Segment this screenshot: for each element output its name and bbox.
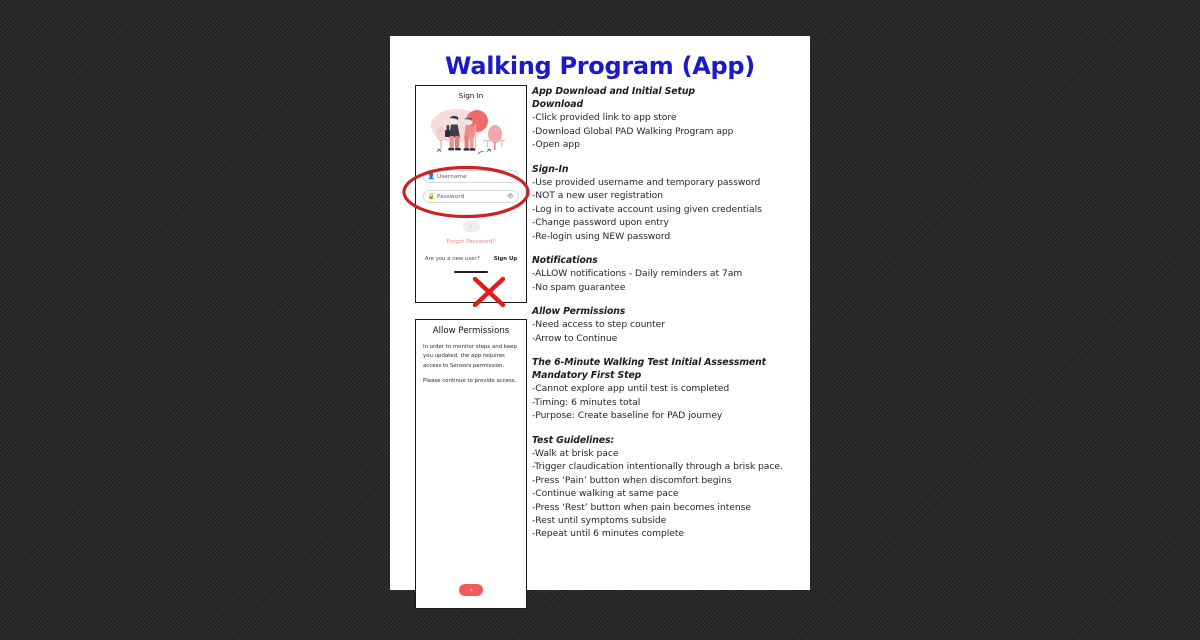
section-bullet: -Log in to activate account using given credentials <box>532 203 762 215</box>
section-heading: The 6-Minute Walking Test Initial Assessment <box>532 357 767 368</box>
section-bullet: -Re-login using NEW password <box>532 230 671 242</box>
permissions-paragraph-2: Please continue to provide access. <box>423 377 517 384</box>
section-heading: Sign-In <box>532 163 569 175</box>
signup-link[interactable]: Sign Up <box>493 256 518 262</box>
section-bullet: -Repeat until 6 minutes complete <box>532 528 685 540</box>
username-field[interactable] <box>423 170 519 183</box>
permissions-paragraph-1: In order to monitor steps and keep you updated, the app requires access to Sensors permission. <box>423 344 517 369</box>
content-section <box>532 434 794 541</box>
section-bullet: -Change password upon entry <box>532 217 669 229</box>
new-user-row <box>416 256 526 262</box>
phone-mockup-permissions <box>415 319 527 609</box>
instructions-column <box>532 85 794 541</box>
section-bullet: -Timing: 6 minutes total <box>532 396 641 408</box>
permissions-cta-row <box>416 584 526 596</box>
section-heading: Notifications <box>532 254 598 266</box>
permissions-continue-button[interactable]: › <box>459 584 483 596</box>
signin-screen-title: Sign In <box>458 91 484 100</box>
section-heading: Mandatory First Step <box>532 370 642 382</box>
section-bullet: -Cannot explore app until test is completed <box>532 383 730 395</box>
section-bullet: -Click provided link to app store <box>532 112 677 124</box>
section-bullet: -Download Global PAD Walking Program app <box>532 125 734 137</box>
page-title: Walking Program (App) <box>445 52 755 80</box>
content-section <box>532 356 794 423</box>
section-bullet: -Press ‘Rest’ button when pain becomes intense <box>532 501 751 513</box>
section-bullet: -Rest until symptoms subside <box>532 514 667 526</box>
login-form <box>423 170 519 203</box>
eye-icon[interactable]: 👁 <box>507 193 514 200</box>
section-bullet: -Walk at brisk pace <box>532 447 619 459</box>
section-bullet: -NOT a new user registration <box>532 190 663 202</box>
slide-page <box>390 36 810 594</box>
section-bullet: -Use provided username and temporary password <box>532 176 761 188</box>
section-bullet: -Press ‘Pain’ button when discomfort begins <box>532 474 732 486</box>
password-field[interactable] <box>423 190 519 203</box>
username-placeholder: Username <box>437 173 467 180</box>
section-heading: Test Guidelines: <box>532 434 615 446</box>
content-section <box>532 254 794 294</box>
section-heading: Download <box>532 99 584 111</box>
section-heading: Allow Permissions <box>532 305 626 317</box>
content-section <box>532 305 794 345</box>
content-section <box>532 85 794 152</box>
permissions-screen-title: Allow Permissions <box>432 326 510 336</box>
section-bullet: -Open app <box>532 139 580 151</box>
new-user-prompt: Are you a new user? <box>424 256 480 262</box>
person-icon: 👤 <box>427 172 436 180</box>
section-bullet: -Purpose: Create baseline for PAD journey <box>532 410 723 422</box>
password-placeholder: Password <box>437 193 465 200</box>
home-indicator <box>454 271 488 273</box>
section-bullet: -No spam guarantee <box>532 281 626 293</box>
permissions-body <box>423 343 519 386</box>
section-bullet: -ALLOW notifications - Daily reminders at 7am <box>532 268 743 280</box>
section-bullet: -Arrow to Continue <box>532 332 618 344</box>
walking-illustration <box>421 104 521 160</box>
signin-submit-button[interactable]: › <box>463 221 480 232</box>
phone-mockup-signin <box>415 85 527 303</box>
forgot-password-link[interactable]: Forgot Password? <box>446 239 496 245</box>
section-bullet: -Need access to step counter <box>532 319 666 331</box>
content-section <box>532 163 794 243</box>
section-bullet: -Trigger claudication intentionally through a brisk pace. <box>532 461 783 473</box>
lock-icon: 🔒 <box>427 192 436 200</box>
section-heading: App Download and Initial Setup <box>532 86 695 97</box>
section-bullet: -Continue walking at same pace <box>532 488 679 500</box>
